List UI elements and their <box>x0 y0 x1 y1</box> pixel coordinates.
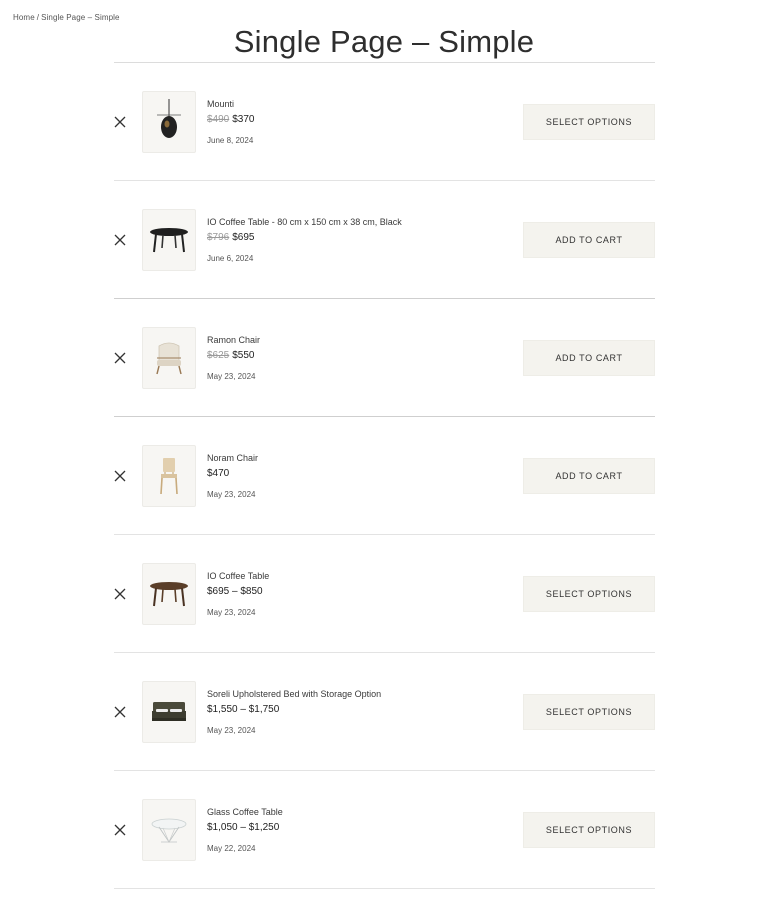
date-added: May 23, 2024 <box>207 371 256 381</box>
close-icon <box>114 234 126 246</box>
current-price: $470 <box>207 467 230 479</box>
pendant-lamp-icon <box>149 97 189 147</box>
product-name[interactable]: Noram Chair <box>207 452 259 463</box>
product-thumbnail[interactable] <box>142 209 196 271</box>
product-name[interactable]: Glass Coffee Table <box>207 806 283 817</box>
old-price: $490 <box>207 113 230 125</box>
product-thumbnail[interactable] <box>142 681 196 743</box>
add-to-cart-button[interactable]: ADD TO CART <box>523 340 655 376</box>
product-price <box>207 585 269 599</box>
table-row <box>114 771 655 889</box>
remove-item-button[interactable] <box>114 706 126 718</box>
wood-coffee-table-icon <box>147 574 191 614</box>
product-price <box>207 113 255 127</box>
product-thumbnail[interactable] <box>142 91 196 153</box>
current-price: $695 – $850 <box>207 585 263 597</box>
close-icon <box>114 470 126 482</box>
select-options-button[interactable]: SELECT OPTIONS <box>523 694 655 730</box>
table-row <box>114 299 655 417</box>
current-price: $370 <box>232 113 255 125</box>
date-added: May 22, 2024 <box>207 843 256 853</box>
glass-table-icon <box>147 810 191 850</box>
product-info <box>207 806 283 854</box>
bed-icon <box>147 694 191 730</box>
date-added: June 6, 2024 <box>207 253 254 263</box>
remove-item-button[interactable] <box>114 234 126 246</box>
date-added: May 23, 2024 <box>207 725 256 735</box>
lounge-chair-icon <box>149 338 189 378</box>
breadcrumb <box>13 13 120 22</box>
select-options-button[interactable]: SELECT OPTIONS <box>523 576 655 612</box>
product-info <box>207 98 255 146</box>
current-price: $695 <box>232 231 255 243</box>
select-options-button[interactable]: SELECT OPTIONS <box>523 104 655 140</box>
remove-item-button[interactable] <box>114 470 126 482</box>
product-name[interactable]: IO Coffee Table <box>207 570 270 581</box>
date-added: May 23, 2024 <box>207 607 256 617</box>
table-row <box>114 181 655 299</box>
black-coffee-table-icon <box>147 220 191 260</box>
close-icon <box>114 588 126 600</box>
close-icon <box>114 706 126 718</box>
product-price <box>207 349 260 363</box>
product-thumbnail[interactable] <box>142 445 196 507</box>
table-row <box>114 535 655 653</box>
product-price <box>207 821 283 835</box>
table-row <box>114 417 655 535</box>
add-to-cart-button[interactable]: ADD TO CART <box>523 458 655 494</box>
select-options-button[interactable]: SELECT OPTIONS <box>523 812 655 848</box>
close-icon <box>114 352 126 364</box>
table-row <box>114 63 655 181</box>
product-price <box>207 231 402 245</box>
product-info <box>207 334 260 382</box>
page-title: Single Page – Simple <box>233 24 535 59</box>
remove-item-button[interactable] <box>114 824 126 836</box>
remove-item-button[interactable] <box>114 588 126 600</box>
product-name[interactable]: Ramon Chair <box>207 334 261 345</box>
remove-item-button[interactable] <box>114 116 126 128</box>
product-price <box>207 467 258 481</box>
date-added: May 23, 2024 <box>207 489 256 499</box>
product-info <box>207 216 402 264</box>
remove-item-button[interactable] <box>114 352 126 364</box>
product-thumbnail[interactable] <box>142 327 196 389</box>
current-price: $1,550 – $1,750 <box>207 703 280 715</box>
breadcrumb-current: Single Page – Simple <box>41 13 120 22</box>
breadcrumb-separator: / <box>36 13 40 22</box>
product-thumbnail[interactable] <box>142 563 196 625</box>
product-info <box>207 688 381 736</box>
product-name[interactable]: Mounti <box>207 98 235 109</box>
product-thumbnail[interactable] <box>142 799 196 861</box>
product-name[interactable]: Soreli Upholstered Bed with Storage Option <box>207 688 382 699</box>
product-info <box>207 452 258 500</box>
product-name[interactable]: IO Coffee Table - 80 cm x 150 cm x 38 cm, Black <box>207 216 402 227</box>
current-price: $550 <box>232 349 255 361</box>
product-price <box>207 703 381 717</box>
wishlist-table <box>114 62 655 889</box>
add-to-cart-button[interactable]: ADD TO CART <box>523 222 655 258</box>
close-icon <box>114 116 126 128</box>
table-row <box>114 653 655 771</box>
current-price: $1,050 – $1,250 <box>207 821 280 833</box>
old-price: $796 <box>207 231 230 243</box>
breadcrumb-home-link[interactable]: Home <box>13 13 35 22</box>
product-info <box>207 570 269 618</box>
date-added: June 8, 2024 <box>207 135 254 145</box>
wooden-chair-icon <box>151 454 187 498</box>
close-icon <box>114 824 126 836</box>
old-price: $625 <box>207 349 230 361</box>
